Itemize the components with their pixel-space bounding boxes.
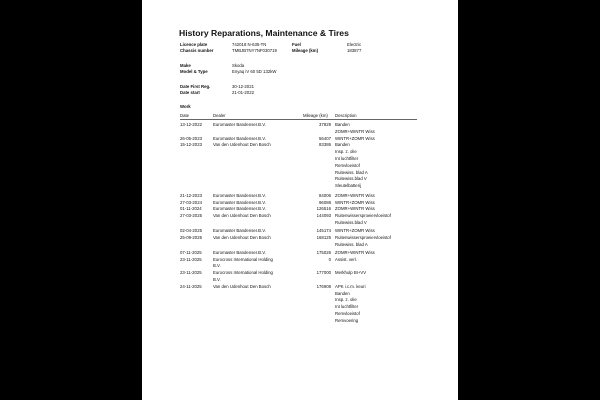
entry-description: WINTR+ZOMR Wiss	[335, 135, 375, 141]
entry-dealer: Van den Udenhout Den Bosch	[213, 142, 271, 148]
entry-date: 25-09-2025	[180, 234, 202, 240]
entry-description: Merkhulp BI+VV	[335, 270, 367, 276]
entry-date: 23-11-2025	[180, 270, 202, 276]
date-start-label: Date start	[180, 90, 200, 95]
mileage-value: 183877	[347, 48, 362, 53]
work-heading: Work	[180, 104, 191, 109]
entry-dealer: Euromaster Bandenser.B.V.	[213, 122, 266, 127]
entry-dealer: Euromaster Bandenser.B.V.	[213, 249, 266, 255]
entry-description: Banden	[335, 290, 350, 296]
chassis-label: Chassis number	[180, 48, 214, 53]
document-page	[142, 0, 458, 400]
entry-description: Remvloeistof	[335, 311, 360, 317]
entry-dealer: Euromaster Bandenser.B.V.	[213, 192, 266, 198]
entry-date: 26-05-2023	[180, 135, 202, 141]
entry-mileage: 0	[328, 256, 331, 262]
entry-dealer: Eurocross International Holding	[213, 270, 273, 276]
entry-dealer: B.V.	[213, 263, 221, 269]
entry-description: Banden	[335, 122, 350, 127]
entry-description: ZOMR+WINTR Wiss	[335, 206, 375, 212]
licence-plate-label: Licence plate	[180, 42, 208, 47]
entry-mileage: 177000	[316, 270, 331, 276]
entry-description: Int luchtfilter	[335, 156, 359, 161]
entry-dealer: Eurocross International Holding	[213, 256, 273, 262]
entry-mileage: 145174	[316, 228, 331, 234]
entry-dealer: B.V.	[213, 277, 221, 283]
entry-mileage: 126516	[316, 206, 331, 212]
entry-date: 27-03-2024	[180, 199, 202, 205]
entry-description: Ruitewiss.blad V	[335, 219, 367, 225]
entry-dealer: Euromaster Bandenser.B.V.	[213, 135, 266, 141]
make-value: Skoda	[232, 63, 245, 68]
entry-mileage: 37829	[319, 122, 331, 127]
col-date-header: Date	[180, 113, 190, 118]
entry-mileage: 175026	[316, 249, 331, 255]
mileage-label: Mileage (km)	[292, 48, 319, 53]
entry-description: APK i.c.m. keuri	[335, 283, 366, 289]
first-reg-value: 30-12-2021	[232, 84, 254, 89]
entry-mileage: 168125	[316, 234, 331, 240]
make-label: Make	[180, 63, 191, 68]
entry-dealer: Euromaster Bandenser.B.V.	[213, 206, 266, 212]
entry-description: ZOMR+WINTR Wiss	[335, 128, 375, 134]
entry-mileage: 84006	[319, 192, 331, 198]
fuel-value: Electric	[347, 42, 362, 47]
entry-description: Sleutelbatterij	[335, 183, 362, 189]
col-dealer-header: Dealer	[213, 113, 226, 118]
licence-plate-value: 742018 N-635-TN	[232, 42, 267, 47]
entry-mileage: 83386	[319, 142, 331, 148]
entry-description: Int luchtfilter	[335, 304, 359, 310]
fuel-label: Fuel	[292, 42, 301, 47]
entry-description: Ruitenwissersproeiervloeistof	[335, 213, 391, 219]
entry-date: 23-11-2025	[180, 256, 202, 262]
date-start-value: 21-01-2022	[232, 90, 254, 95]
model-label: Model & Type	[180, 69, 208, 74]
entry-description: Ruitewiss.blad V	[335, 176, 367, 182]
entry-date: 02-04-2025	[180, 228, 202, 234]
entry-description: ZOMR+WINTR Wiss	[335, 249, 375, 255]
entry-description: Ruitenwissersproeiervloeistof	[335, 234, 391, 240]
entry-mileage: 56407	[319, 135, 331, 141]
chassis-value: TMBJB7NY7NF030719	[232, 48, 277, 53]
entry-description: Banden	[335, 142, 350, 148]
entry-description: WINTR+ZOMR Wiss	[335, 199, 375, 205]
work-table	[142, 0, 458, 400]
entry-description: Ruitewiss. blad A	[335, 169, 368, 175]
entry-description: Insp. z. olie	[335, 149, 357, 155]
entry-dealer: Van den Udenhout Den Bosch	[213, 234, 271, 240]
entry-date: 13-12-2022	[180, 122, 202, 127]
first-reg-label: Date First Reg.	[180, 84, 211, 89]
entry-description: Ruitewiss. blad A	[335, 241, 368, 247]
entry-dealer: Euromaster Bandenser.B.V.	[213, 228, 266, 234]
entry-dealer: Van den Udenhout Den Bosch	[213, 283, 271, 289]
entry-mileage: 144093	[316, 213, 331, 219]
entry-date: 27-03-2025	[180, 213, 202, 219]
model-value: Enyaq iV 60 5D 132kW	[232, 69, 277, 74]
col-mileage-header: Mileage (km)	[303, 113, 328, 118]
entry-description: Remvoering	[335, 317, 359, 323]
entry-description: ZOMR+WINTR Wiss	[335, 192, 375, 198]
entry-description: Remvloeistof	[335, 162, 360, 168]
entry-mileage: 176908	[316, 283, 331, 289]
entry-dealer: Euromaster Bandenser.B.V.	[213, 199, 266, 205]
col-description-header: Description	[335, 113, 357, 118]
entry-dealer: Van den Udenhout Den Bosch	[213, 213, 271, 219]
entry-date: 21-12-2023	[180, 192, 202, 198]
entry-date: 01-11-2024	[180, 206, 202, 212]
entry-description: Assist. verl.	[335, 256, 357, 262]
entry-description: WINTR+ZOMR Wiss	[335, 228, 375, 234]
entry-description: Insp. z. olie	[335, 297, 357, 303]
entry-date: 07-11-2025	[180, 249, 202, 255]
entry-date: 15-12-2023	[180, 142, 202, 148]
page-title: History Reparations, Maintenance & Tires	[179, 28, 349, 38]
entry-mileage: 96088	[319, 199, 331, 205]
entry-date: 24-11-2025	[180, 283, 202, 289]
